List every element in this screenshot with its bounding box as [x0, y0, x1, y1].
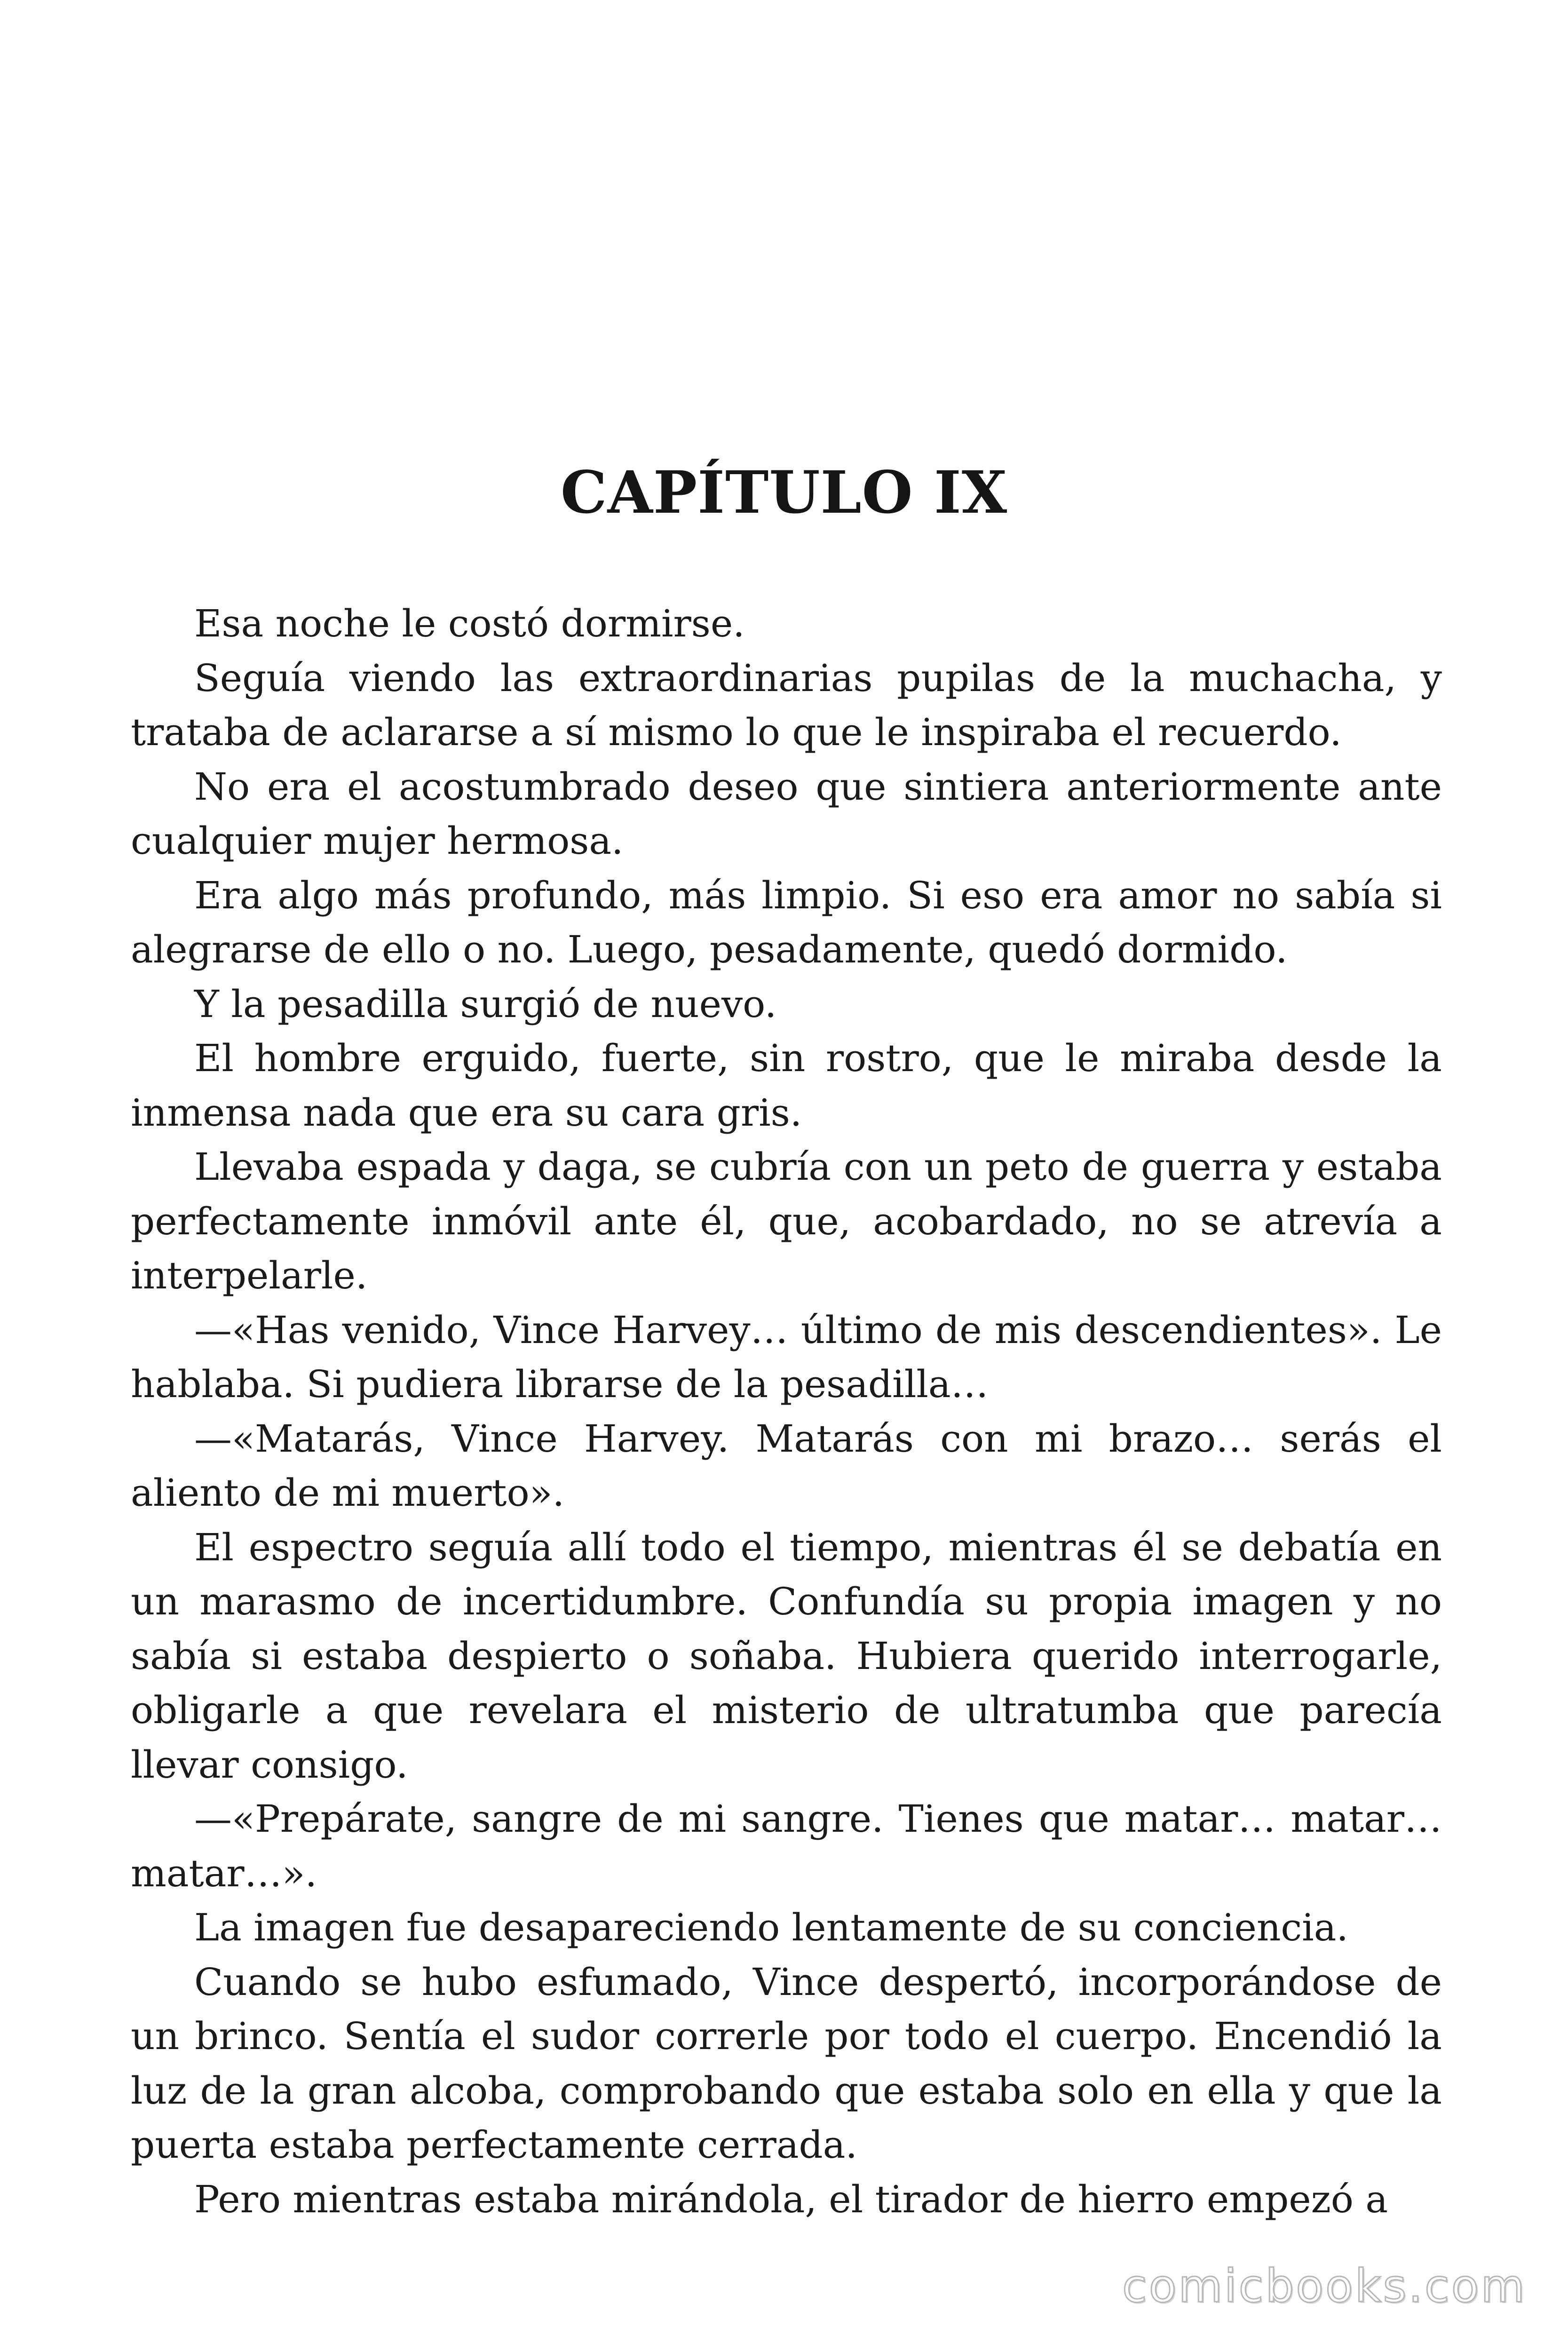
- paragraph: Y la pesadilla surgió de nuevo.: [194, 982, 777, 1026]
- paragraph: —«Has venido, Vince Harvey… último de mis descendientes». Le hablaba. Si pudiera librarse de la pesadilla…: [131, 1308, 1442, 1406]
- paragraph: El hombre erguido, fuerte, sin rostro, que le miraba desde la inmensa nada que era su cara gris.: [131, 1036, 1442, 1135]
- paragraph: —«Matarás, Vince Harvey. Matarás con mi brazo… serás el aliento de mi muerto».: [131, 1416, 1442, 1515]
- paragraph: Llevaba espada y daga, se cubría con un peto de guerra y estaba perfectamente inmóvil ante él, que, acobardado, no se atrevía a interpelarle.: [131, 1145, 1442, 1297]
- chapter-body: [131, 596, 1442, 2226]
- paragraph: Esa noche le costó dormirse.: [194, 602, 745, 645]
- paragraph: Era algo más profundo, más limpio. Si eso era amor no sabía si alegrarse de ello o no. Luego, pesadamente, quedó dormido.: [131, 873, 1442, 971]
- paragraph: El espectro seguía allí todo el tiempo, mientras él se debatía en un marasmo de incertidumbre. Confundía su propia imagen y no sabía si estaba despierto o soñaba. Hubiera querido interrogarle, obligarle a que revelara el misterio de ultratumba que parecía llevar consigo.: [131, 1525, 1442, 1787]
- paragraph: Pero mientras estaba mirándola, el tirador de hierro empezó a: [194, 2177, 1388, 2221]
- site-watermark: comicbooks.com: [1122, 2260, 1527, 2312]
- paragraph: Cuando se hubo esfumado, Vince despertó, incorporándose de un brinco. Sentía el sudor correrle por todo el cuerpo. Encendió la luz de la gran alcoba, comprobando que estaba solo en ella y que la puerta estaba perfectamente cerrada.: [131, 1960, 1442, 2167]
- paragraph: La imagen fue desapareciendo lentamente de su conciencia.: [194, 1906, 1348, 1949]
- paragraph: —«Prepárate, sangre de mi sangre. Tienes que matar… matar… matar…».: [131, 1797, 1442, 1895]
- chapter-title: CAPÍTULO IX: [560, 459, 1008, 527]
- paragraph: No era el acostumbrado deseo que sintiera anteriormente ante cualquier mujer hermosa.: [131, 764, 1442, 863]
- paragraph: Seguía viendo las extraordinarias pupilas de la muchacha, y trataba de aclararse a sí mismo lo que le inspiraba el recuerdo.: [131, 656, 1442, 754]
